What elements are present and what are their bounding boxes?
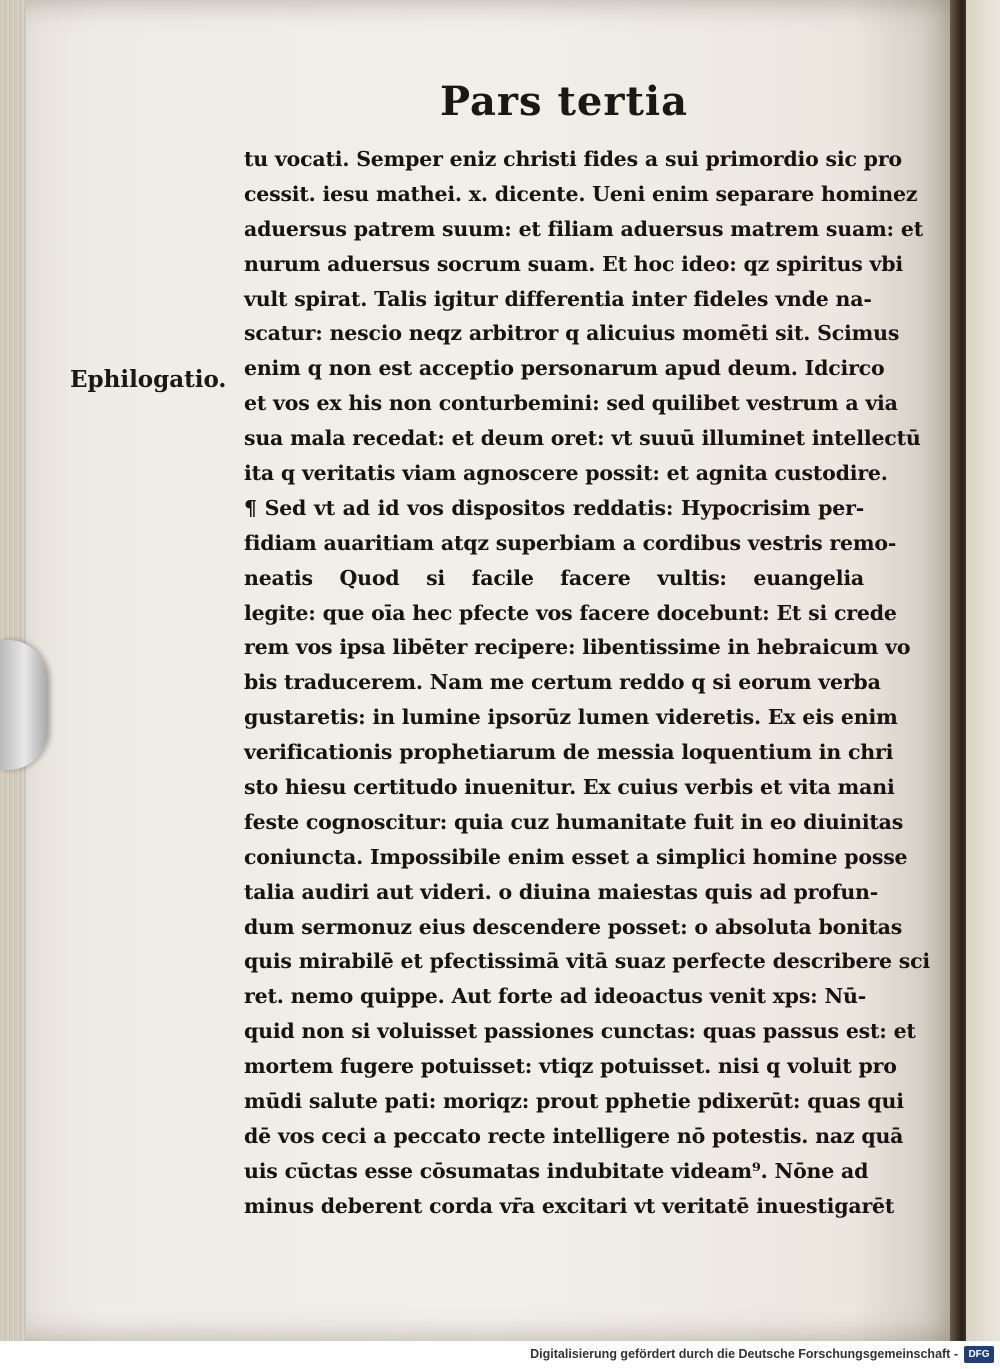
text-line: scatur: nescio neqz arbitror q alicuius momēti sit. Scimus xyxy=(244,321,900,346)
text-line: coniuncta. Impossibile enim esset a simplici homine posse xyxy=(244,844,908,869)
text-line: legite: que oīa hec pfecte vos facere docebunt: Et si crede xyxy=(244,600,897,625)
text-line: aduersus patrem suum: et filiam aduersus matrem suam: et xyxy=(244,216,923,241)
text-line: gustaretis: in lumine ipsorūz lumen videretis. Ex eis enim xyxy=(244,705,898,730)
text-line: feste cognoscitur: quia cuz humanitate fuit in eo diuinitas xyxy=(244,809,904,834)
text-line: ita q veritatis viam agnoscere possit: et agnita custodire. xyxy=(244,461,888,486)
text-line: nurum aduersus socrum suam. Et hoc ideo: qz spiritus vbi xyxy=(244,251,903,276)
text-line: ret. nemo quippe. Aut forte ad ideoactus venit xps: Nū- xyxy=(244,984,867,1009)
text-block xyxy=(244,142,930,1224)
text-line: talia audiri aut videri. o diuina maiestas quis ad profun- xyxy=(244,879,879,904)
text-line: ¶ Sed vt ad id vos dispositos reddatis: Hypocrisim per- xyxy=(244,495,864,520)
text-line: dē vos ceci a peccato recte intelligere nō potestis. naz quā xyxy=(244,1123,904,1148)
text-line: verificationis prophetiarum de messia loquentium in chri xyxy=(244,740,894,765)
text-line: quid non si voluisset passiones cunctas: quas passus est: et xyxy=(244,1019,916,1044)
text-line: quis mirabilē et pfectissimā vitā suaz perfecte describere sci xyxy=(244,949,930,974)
footer-bar xyxy=(0,1341,1000,1369)
text-line: fidiam auaritiam atqz superbiam a cordibus vestris remo- xyxy=(244,530,897,555)
text-line: uis cūctas esse cōsumatas indubitate videam⁹. Nōne ad xyxy=(244,1158,869,1183)
footer-credit: Digitalisierung gefördert durch die Deutsche Forschungsgemeinschaft - xyxy=(530,1347,958,1361)
dfg-logo: DFG xyxy=(964,1346,994,1363)
text-line: dum sermonuz eius descendere posset: o absoluta bonitas xyxy=(244,914,903,939)
text-line: minus deberent corda vr̄a excitari vt veritatē inuestigarēt xyxy=(244,1193,895,1218)
text-line: et vos ex his non conturbemini: sed quilibet vestrum a via xyxy=(244,391,898,416)
text-line: mortem fugere potuisset: vtiqz potuisset. nisi q voluit pro xyxy=(244,1054,897,1079)
text-line: vult spirat. Talis igitur differentia inter fideles vnde na- xyxy=(244,286,872,311)
text-line: sua mala recedat: et deum oret: vt suuū illuminet intellectū xyxy=(244,426,921,451)
text-line: sto hiesu certitudo inuenitur. Ex cuius verbis et vita mani xyxy=(244,775,895,800)
text-line: cessit. iesu mathei. x. dicente. Ueni enim separare hominez xyxy=(244,181,918,206)
running-head: Pars tertia xyxy=(440,78,689,125)
text-line: neatis Quod si facile facere vultis: euangelia xyxy=(244,565,864,590)
text-line: tu vocati. Semper eniz christi fides a sui primordio sic pro xyxy=(244,147,902,171)
margin-note: Ephilogatio. xyxy=(70,366,227,393)
facing-page-edge xyxy=(966,0,1000,1341)
text-line: bis traducerem. Nam me certum reddo q si eorum verba xyxy=(244,670,881,695)
book-clip xyxy=(0,640,48,770)
text-line: enim q non est acceptio personarum apud deum. Idcirco xyxy=(244,356,885,381)
text-line: rem vos ipsa libēter recipere: libentissime in hebraicum vo xyxy=(244,635,911,660)
text-line: mūdi salute pati: moriqz: prout pphetie pdixerūt: quas qui xyxy=(244,1089,904,1114)
